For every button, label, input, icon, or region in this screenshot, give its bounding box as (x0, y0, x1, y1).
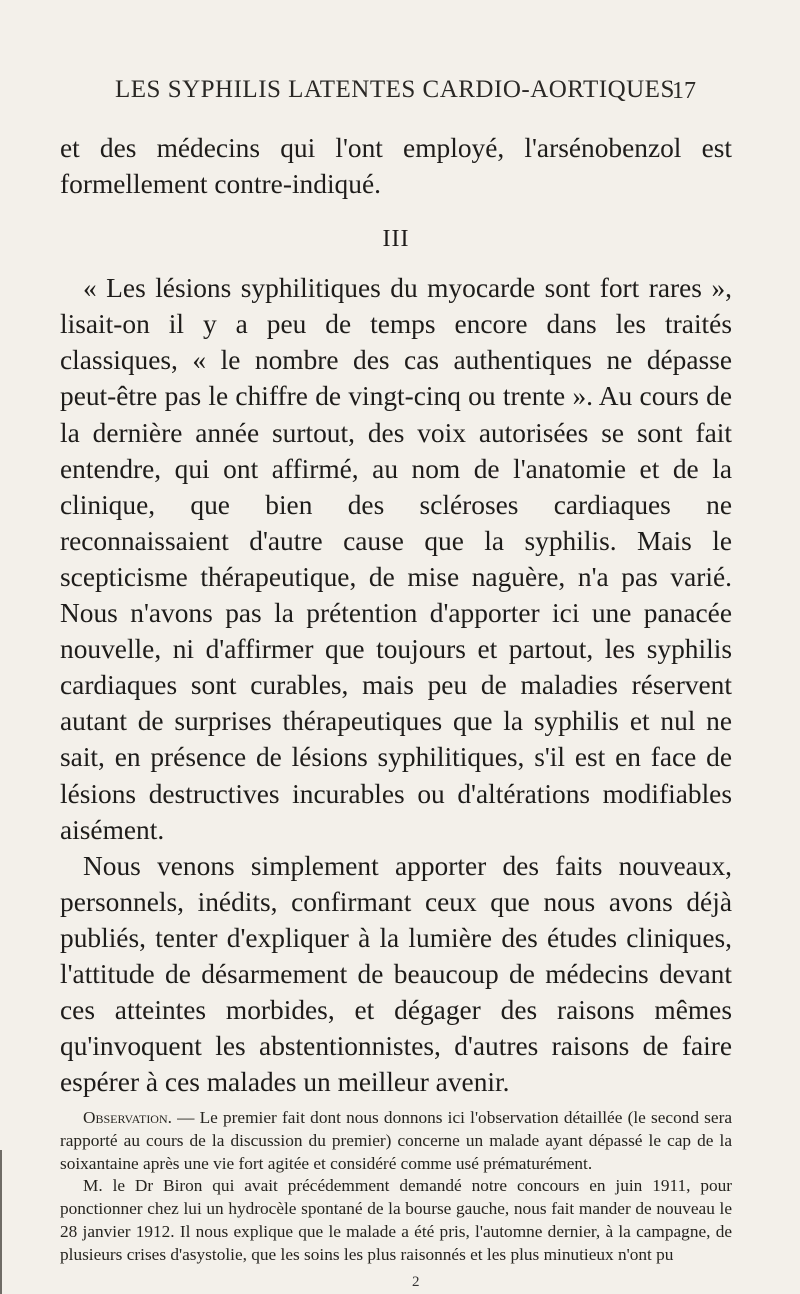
paragraph: Nous venons simplement apporter des faits nouveaux, personnels, inédits, confirmant ceux que nous avons déjà publiés, tenter d'expliquer à la lumière des études cliniques, l'attitude de désarmement de beaucoup de médecins devant ces atteintes morbides, et dégager des raisons mêmes qu'invoquent les abstentionnistes, d'autres raisons de faire espérer à ces malades un meilleur avenir. (60, 850, 732, 1098)
observation-paragraph: M. le Dr Biron qui avait précédemment demandé notre concours en juin 1911, pour ponctionner chez lui un hydrocèle spontané de la bourse gauche, nous fait mander de nouveau le 28 janvier 1912. Il nous explique que le malade a été pris, l'automne dernier, à la campagne, de plusieurs crises d'asystolie, que les soins les plus raisonnés et les plus minutieux n'ont pu (60, 1176, 732, 1264)
observation-text: — Le premier fait dont nous donnons ici l'observation détaillée (le second sera rapporté au cours de la discussion du premier) concerne un malade ayant dépassé le cap de la soixantaine après une vie fort agitée et considéré comme usé prématurément. (60, 1108, 732, 1173)
page-edge-shadow (0, 1150, 2, 1294)
observation-block (60, 1107, 732, 1267)
running-title: LES SYPHILIS LATENTES CARDIO-AORTIQUES (115, 76, 675, 103)
page-number: 17 (672, 78, 696, 104)
signature-mark: 2 (412, 1274, 420, 1290)
running-header (0, 76, 800, 116)
main-text (60, 130, 732, 1100)
paragraph: « Les lésions syphilitiques du myocarde sont fort rares », lisait-on il y a peu de temps encore dans les traités classiques, « le nombre des cas authentiques ne dépasse peut-être pas le chiffre de vingt-cinq ou trente ». Au cours de la dernière année surtout, des voix autorisées se sont fait entendre, qui ont affirmé, au nom de l'anatomie et de la clinique, que bien des scléroses cardiaques ne reconnaissaient d'autre cause que la syphilis. Mais le scepticisme thérapeutique, de mise naguère, n'a pas varié. Nous n'avons pas la prétention d'apporter ici une panacée nouvelle, ni d'affirmer que toujours et partout, les syphilis cardiaques sont curables, mais peu de maladies réservent autant de surprises thérapeutiques que la syphilis et nul ne sait, en présence de lésions syphilitiques, s'il est en face de lésions destructives incurables ou d'altérations modifiables aisément. (60, 273, 732, 845)
paragraph-continuation: et des médecins qui l'ont employé, l'arsénobenzol est formellement contre-indiqué. (60, 133, 732, 200)
observation-label: Observation. (83, 1108, 172, 1127)
section-heading: III (382, 226, 410, 253)
observation-paragraph (60, 1107, 732, 1175)
